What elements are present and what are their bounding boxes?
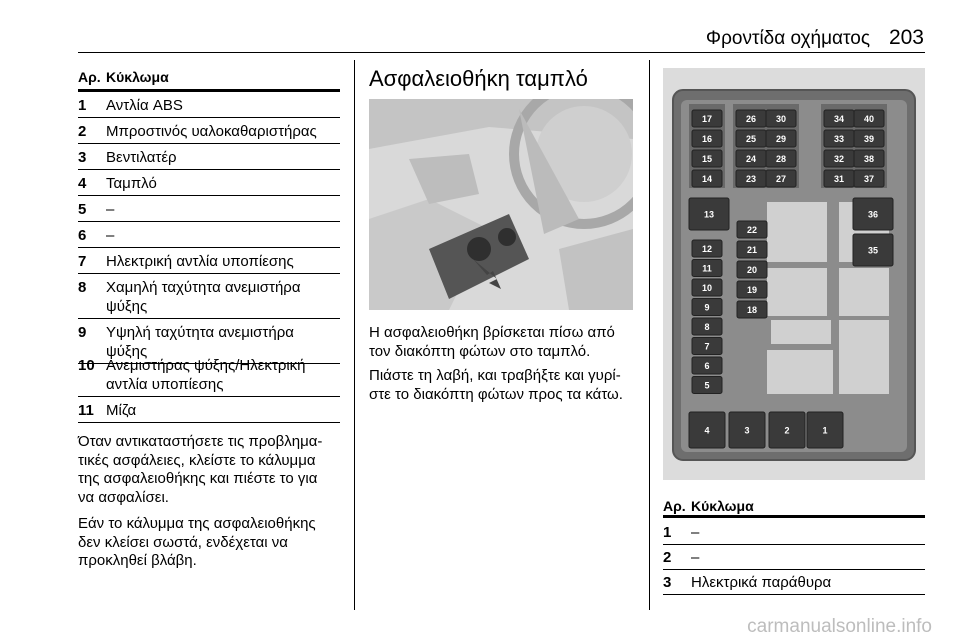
fuse-14 [692, 170, 722, 187]
fuse-label: 37 [863, 174, 875, 184]
fuse-label: 32 [833, 154, 845, 164]
circuit-name-continued: ψύξης [106, 298, 148, 315]
fuse-number: 9 [78, 324, 87, 341]
fuse-13 [689, 198, 729, 230]
column-header-number: Αρ. [663, 498, 686, 514]
fuse-34 [824, 110, 854, 127]
fuse-12 [692, 240, 722, 257]
fuse-29 [766, 130, 796, 147]
fuse-number: 2 [663, 549, 672, 566]
fuse-8 [692, 318, 722, 335]
fuse-number: 1 [663, 524, 672, 541]
light-switch-photo [369, 99, 633, 310]
paragraph-line: Η ασφαλειοθήκη βρίσκεται πίσω από [369, 324, 615, 341]
fuse-label: 29 [775, 134, 787, 144]
column-divider-right [649, 60, 650, 610]
fuse-25 [736, 130, 766, 147]
fuse-label: 19 [746, 285, 758, 295]
row-divider [78, 318, 340, 319]
paragraph-line: Πιάστε τη λαβή, και τραβήξτε και γυρί- [369, 367, 621, 384]
circuit-name: Ανεμιστήρας ψύξης/Ηλεκτρική [106, 357, 306, 374]
row-divider [663, 569, 925, 570]
row-divider [78, 396, 340, 397]
fuse-label: 1 [822, 425, 828, 436]
column-header-number: Αρ. [78, 69, 101, 85]
note-line: δεν κλείσει σωστά, ενδέχεται να [78, 533, 288, 551]
circuit-name: Ηλεκτρικά παράθυρα [691, 574, 832, 591]
chapter-title: Φροντίδα οχήματος [705, 28, 870, 49]
fuse-36 [853, 198, 893, 230]
fuse-label: 16 [701, 134, 713, 144]
fuse-label: 12 [701, 244, 713, 254]
note-line: προκληθεί βλάβη. [78, 552, 197, 569]
fuse-label: 25 [745, 134, 757, 144]
fuse-23 [736, 170, 766, 187]
circuit-name: Αντλία ABS [106, 97, 183, 114]
light-switch-illustration [369, 99, 633, 310]
circuit-name: Βεντιλατέρ [106, 149, 177, 166]
fuse-22 [737, 221, 767, 238]
fuse-26 [736, 110, 766, 127]
fuse-number: 5 [78, 201, 87, 218]
fuse-1 [807, 412, 843, 448]
fuse-20 [737, 261, 767, 278]
fuse-16 [692, 130, 722, 147]
row-divider [78, 422, 340, 423]
page-number: 203 [888, 26, 924, 49]
fuse-33 [824, 130, 854, 147]
fuse-number: 10 [78, 357, 95, 374]
fuse-15 [692, 150, 722, 167]
fuse-24 [736, 150, 766, 167]
left-table-header [78, 69, 340, 87]
fuse-21 [737, 241, 767, 258]
right-table-header [663, 498, 925, 516]
fuse-6 [692, 357, 722, 374]
fuse-label: 14 [701, 174, 713, 184]
fuse-number: 6 [78, 227, 87, 244]
fuse-32 [824, 150, 854, 167]
note-line: Όταν αντικαταστήσετε τις προβλημα- [78, 433, 323, 450]
fuse-5 [692, 377, 722, 394]
column-divider-left [354, 60, 355, 610]
fuse-label: 6 [704, 361, 710, 371]
fuse-label: 5 [704, 380, 710, 391]
column-header-circuit: Κύκλωμα [691, 498, 754, 514]
section-heading: Ασφαλειοθήκη ταμπλό [369, 66, 588, 91]
fuse-label: 26 [745, 114, 757, 124]
fuse-label: 33 [833, 134, 845, 144]
fuse-label: 10 [701, 283, 713, 293]
fuse-label: 2 [784, 425, 790, 436]
fuse-35 [853, 234, 893, 266]
fuse-label: 36 [867, 209, 879, 220]
circuit-name: Ηλεκτρική αντλία υποπίεσης [106, 253, 294, 270]
circuit-name: Υψηλή ταχύτητα ανεμιστήρα [106, 324, 294, 341]
fuse-11 [692, 260, 722, 277]
note-line: Εάν το κάλυμμα της ασφαλειοθήκης [78, 515, 316, 532]
column-header-circuit: Κύκλωμα [106, 69, 169, 85]
circuit-name: – [691, 549, 700, 566]
fuse-label: 21 [746, 245, 758, 255]
row-divider [78, 221, 340, 222]
row-divider [78, 195, 340, 196]
note-paragraph-damage [78, 515, 316, 571]
instruction-paragraph [369, 367, 623, 404]
fuse-number: 1 [78, 97, 87, 114]
fuse-label: 22 [746, 225, 758, 235]
paragraph-line: στε το διακόπτη φώτων προς τα κάτω. [369, 385, 623, 403]
fuse-label: 8 [704, 322, 710, 332]
fuse-27 [766, 170, 796, 187]
fuse-label: 38 [863, 154, 875, 164]
note-paragraph-close-cover [78, 433, 322, 507]
circuit-name: Ταμπλό [106, 175, 157, 192]
fuse-label: 34 [833, 114, 845, 124]
fuse-label: 31 [833, 174, 845, 184]
fuse-19 [737, 281, 767, 298]
fuse-label: 17 [701, 114, 713, 124]
fuse-7 [692, 338, 722, 355]
fuse-label: 20 [746, 265, 758, 275]
fuse-number: 2 [78, 123, 87, 140]
table-header-rule [663, 515, 925, 518]
fuse-37 [854, 170, 884, 187]
fuse-label: 23 [745, 174, 757, 184]
fuse-28 [766, 150, 796, 167]
note-line: τικές ασφάλειες, κλείστε το κάλυμμα [78, 451, 316, 469]
fuse-31 [824, 170, 854, 187]
fuse-number: 3 [78, 149, 87, 166]
circuit-name: Μίζα [106, 402, 137, 419]
circuit-name-continued: αντλία υποπίεσης [106, 376, 224, 393]
fuse-number: 3 [663, 574, 672, 591]
fuse-label: 4 [704, 425, 710, 436]
fuse-10 [692, 279, 722, 296]
row-divider [663, 594, 925, 595]
paragraph-line: τον διακόπτη φώτων στο ταμπλό. [369, 342, 591, 360]
row-divider [78, 247, 340, 248]
row-divider [78, 169, 340, 170]
fuse-38 [854, 150, 884, 167]
fuse-39 [854, 130, 884, 147]
fuse-number: 8 [78, 279, 87, 296]
table-header-rule [78, 89, 340, 92]
fuse-4 [689, 412, 725, 448]
fuse-label: 11 [702, 263, 712, 274]
fuse-9 [692, 299, 722, 316]
fuse-3 [729, 412, 765, 448]
fuse-number: 4 [78, 175, 87, 192]
fuse-label: 9 [704, 302, 710, 313]
fuse-label: 24 [745, 154, 757, 164]
row-divider [78, 273, 340, 274]
fuse-number: 11 [78, 402, 94, 419]
fuse-label: 13 [703, 209, 715, 220]
circuit-name: Μπροστινός υαλοκαθαριστήρας [106, 123, 317, 140]
header-rule [78, 52, 925, 53]
fuse-label: 15 [701, 154, 713, 164]
fuse-label: 30 [775, 114, 787, 124]
note-line: της ασφαλειοθήκης και πιέστε το για [78, 470, 318, 487]
fuse-label: 18 [746, 305, 758, 315]
fuse-30 [766, 110, 796, 127]
fuse-label: 28 [775, 154, 787, 164]
fuse-label: 39 [863, 134, 875, 144]
fuse-label: 27 [775, 174, 787, 184]
circuit-name-continued: ψύξης [106, 343, 148, 360]
fuse-box-diagram [663, 68, 925, 480]
fuse-label: 7 [704, 341, 710, 352]
row-divider [78, 143, 340, 144]
fuse-label: 40 [863, 114, 875, 124]
fuse-label: 3 [744, 425, 750, 436]
fuse-label: 35 [867, 245, 879, 256]
watermark: carmanualsonline.info [747, 616, 932, 637]
circuit-name: – [106, 227, 115, 244]
fuse-number: 7 [78, 253, 87, 270]
circuit-name: – [691, 524, 700, 541]
circuit-name: – [106, 201, 115, 218]
location-paragraph [369, 324, 615, 361]
row-divider [78, 117, 340, 118]
note-line: να ασφαλίσει. [78, 488, 169, 506]
fuse-18 [737, 301, 767, 318]
row-divider [663, 544, 925, 545]
fuse-40 [854, 110, 884, 127]
fuse-17 [692, 110, 722, 127]
fuse-box-svg [663, 68, 925, 480]
circuit-name: Χαμηλή ταχύτητα ανεμιστήρα [106, 279, 301, 296]
fuse-2 [769, 412, 805, 448]
